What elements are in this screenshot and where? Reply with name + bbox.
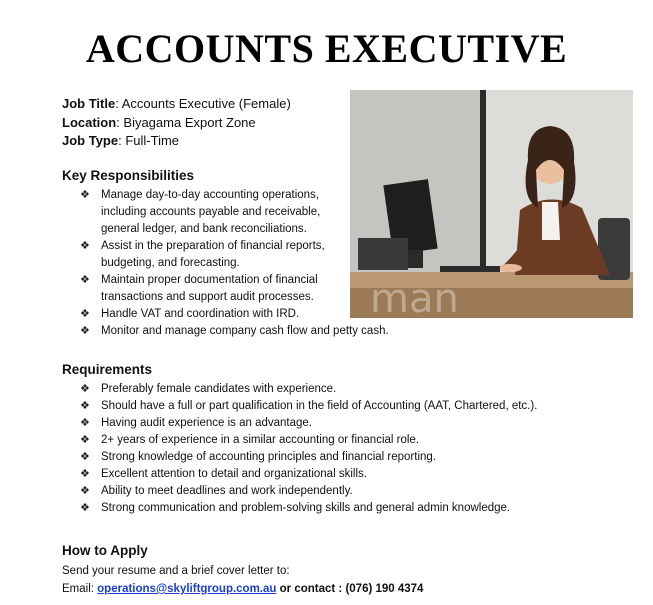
responsibilities-heading: Key Responsibilities <box>62 168 195 183</box>
bullet-icon: ❖ <box>80 434 90 446</box>
list-item: ❖ 2+ years of experience in a similar accounting or financial role. <box>80 432 640 449</box>
list-item: ❖ Assist in the preparation of financial reports, budgeting, and forecasting. <box>80 240 325 269</box>
email-link[interactable]: operations@skyliftgroup.com.au <box>97 583 277 595</box>
bullet-icon: ❖ <box>80 189 90 201</box>
location-line: Location: Biyagama Export Zone <box>62 114 256 130</box>
bullet-icon: ❖ <box>80 274 90 286</box>
phone-contact: or contact : (076) 190 4374 <box>276 583 424 595</box>
bullet-icon: ❖ <box>80 417 90 429</box>
list-item: ❖ Manage day-to-day accounting operations, including accounts payable and receivable, general ledger, and bank reconciliations. <box>80 189 321 235</box>
bullet-icon: ❖ <box>80 468 90 480</box>
bullet-icon: ❖ <box>80 400 90 412</box>
list-item: ❖ Excellent attention to detail and organizational skills. <box>80 466 640 483</box>
apply-instructions: Send your resume and a brief cover letter to: <box>62 565 290 577</box>
bullet-icon: ❖ <box>80 383 90 395</box>
apply-contact-line: Email: operations@skyliftgroup.com.au or contact : (076) 190 4374 <box>62 583 424 595</box>
list-item: ❖ Handle VAT and coordination with IRD. <box>80 306 350 323</box>
bullet-icon: ❖ <box>80 451 90 463</box>
job-meta <box>62 95 291 151</box>
svg-text:man: man <box>370 276 459 318</box>
list-item: ❖ Preferably female candidates with experience. <box>80 381 640 398</box>
bullet-icon: ❖ <box>80 485 90 497</box>
bullet-icon: ❖ <box>80 502 90 514</box>
list-item: ❖ Monitor and manage company cash flow and petty cash. <box>80 323 350 340</box>
bullet-icon: ❖ <box>80 240 90 252</box>
list-item: ❖ Having audit experience is an advantage. <box>80 415 640 432</box>
office-worker-photo <box>350 90 633 318</box>
responsibilities-list <box>80 187 389 340</box>
list-item: ❖ Strong knowledge of accounting principles and financial reporting. <box>80 449 640 466</box>
requirements-heading: Requirements <box>62 362 153 377</box>
job-title-line: Job Title: Accounts Executive (Female) <box>62 96 291 111</box>
requirements-list <box>80 381 640 517</box>
how-to-apply-heading: How to Apply <box>62 543 148 558</box>
list-item: ❖ Strong communication and problem-solving skills and general admin knowledge. <box>80 500 640 517</box>
apply-details <box>62 562 423 598</box>
list-item: ❖ Should have a full or part qualification in the field of Accounting (AAT, Chartered, etc.). <box>80 398 640 415</box>
list-item: ❖ Ability to meet deadlines and work independently. <box>80 483 640 500</box>
list-item: ❖ Maintain proper documentation of financial transactions and support audit processes. <box>80 274 318 303</box>
page-title: ACCOUNTS EXECUTIVE <box>85 26 568 71</box>
bullet-icon: ❖ <box>80 308 90 320</box>
bullet-icon: ❖ <box>80 325 90 337</box>
job-type-line: Job Type: Full-Time <box>62 133 180 148</box>
